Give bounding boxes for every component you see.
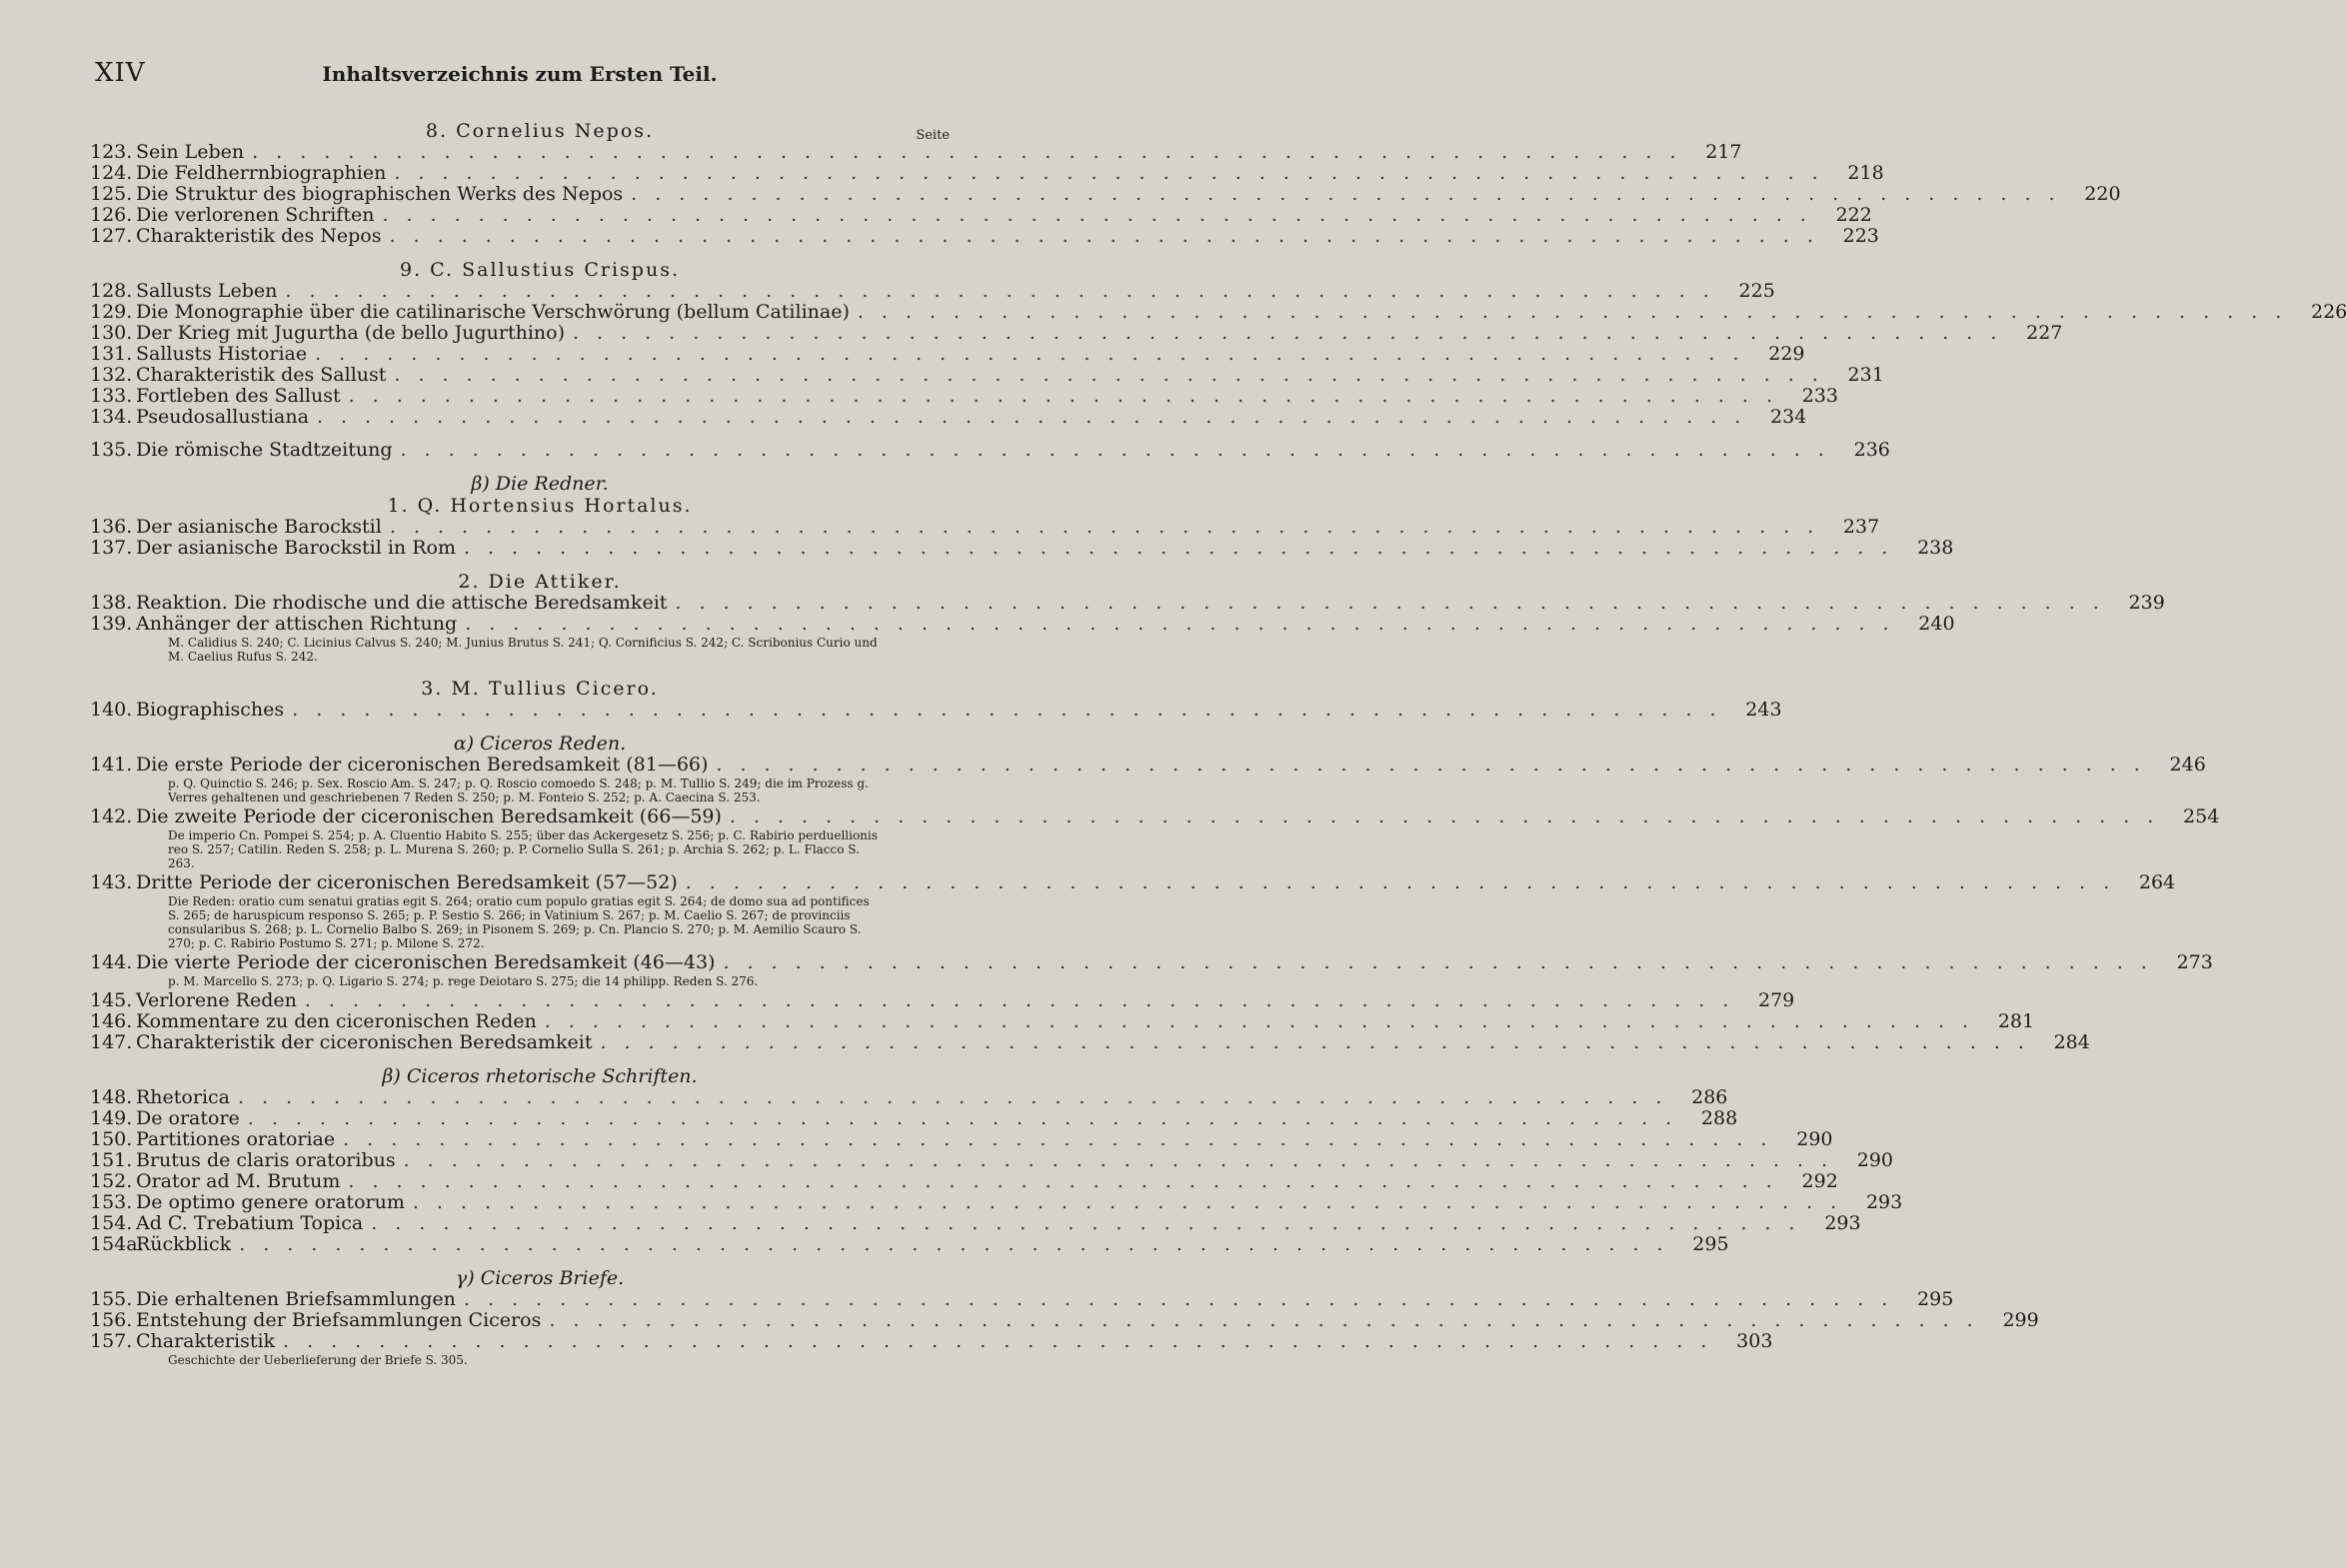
entry-number: 128. [90, 280, 133, 302]
entry-title: Entstehung der Briefsammlungen Ciceros [136, 1309, 542, 1331]
entry-page: 254 [2183, 805, 2220, 827]
entry-title: Pseudosallustiana [136, 406, 309, 428]
entry-page: 217 [1705, 141, 1742, 163]
entry-number: 131. [90, 343, 133, 365]
entry-subtext: M. Calidius S. 240; C. Licinius Calvus S. 240; M. Junius Brutus S. 241; Q. Cornificius S. 242; C. Scribonius Curio und M. Caelius Rufus S. 242. [168, 636, 878, 664]
entry-number: 147. [90, 1031, 133, 1053]
entry-title: Die vierte Periode der ciceronischen Beredsamkeit (46—43) [136, 951, 716, 973]
entry-number: 133. [90, 385, 133, 407]
toc-entry [90, 1233, 1729, 1255]
entry-title: Sallusts Leben [136, 280, 278, 302]
entry-number: 157. [90, 1330, 133, 1352]
dot-leader: ............................................................ [348, 385, 1790, 407]
entry-subtext: Die Reden: oratio cum senatui gratias egit S. 264; oratio cum populo gratias egit S. 264; de domo sua ad pontifices S. 265; de haruspicum responso S. 265; p. P. Sestio S. 266; in Vatinium S. 267; p. M. Caelio S. 267; de provinciis consularibus S. 268; p. L. Cornelio Balbo S. 269; in Pisonem S. 269; p. Cn. Plancio S. 270; p. M. Aemilio Scauro S. 270; p. C. Rabirio Postumo S. 271; p. Milone S. 272. [168, 894, 870, 950]
toc-entry [90, 1309, 2039, 1331]
entry-title: Anhänger der attischen Richtung [136, 613, 458, 635]
toc-entry [90, 1170, 1838, 1192]
toc-entry [90, 141, 1742, 163]
entry-page: 284 [2053, 1031, 2090, 1053]
entry-title: Brutus de claris oratoribus [136, 1149, 396, 1171]
entry-number: 126. [90, 204, 133, 226]
entry-number: 125. [90, 183, 133, 205]
toc-entry [90, 592, 2165, 614]
entry-number: 132. [90, 364, 133, 386]
toc-entry [90, 1086, 1728, 1108]
entry-number: 127. [90, 225, 133, 247]
dot-leader: ............................................................ [292, 699, 1734, 721]
entry-page: 295 [1917, 1288, 1954, 1310]
entry-number: 154. [90, 1212, 133, 1234]
dot-leader: ............................................................ [394, 364, 1836, 386]
entry-number: 148. [90, 1086, 133, 1108]
entry-title: Ad C. Trebatium Topica [136, 1212, 364, 1234]
dot-leader: ............................................................ [389, 225, 1831, 247]
entry-number: 138. [90, 592, 133, 614]
running-head [95, 58, 945, 94]
entry-page: 227 [2026, 322, 2063, 344]
toc-entry [90, 871, 2176, 893]
entry-number: 130. [90, 322, 133, 344]
dot-leader: ............................................................ [723, 951, 2165, 973]
entry-title: Die römische Stadtzeitung [136, 439, 393, 461]
entry-page: 238 [1917, 537, 1954, 559]
toc-entry [90, 280, 1775, 302]
entry-title: Kommentare zu den ciceronischen Reden [136, 1010, 537, 1032]
entry-page: 218 [1847, 162, 1884, 184]
section-heading: 2. Die Attiker. [458, 571, 622, 593]
entry-subtext: De imperio Cn. Pompei S. 254; p. A. Cluentio Habito S. 255; über das Ackergesetz S. 256; p. C. Rabirio perduellionis reo S. 257; Catilin. Reden S. 258; p. L. Murena S. 260; p. P. Cornelio Sulla S. 261; p. Archia S. 262; p. L. Flacco S. 263. [168, 828, 878, 870]
section-heading: 9. C. Sallustius Crispus. [400, 259, 680, 281]
dot-leader: ............................................................ [348, 1170, 1790, 1192]
entry-page: 293 [1824, 1212, 1861, 1234]
toc-entry [90, 1031, 2090, 1053]
entry-page: 231 [1847, 364, 1884, 386]
dot-leader: ............................................................ [371, 1212, 1813, 1234]
dot-leader: ............................................................ [389, 516, 1832, 538]
entry-page: 295 [1692, 1233, 1729, 1255]
entry-title: Charakteristik der ciceronischen Beredsamkeit [136, 1031, 593, 1053]
dot-leader: ............................................................ [316, 406, 1759, 428]
toc-entry [90, 1149, 1893, 1171]
entry-title: Der asianische Barockstil [136, 516, 382, 538]
entry-page: 292 [1801, 1170, 1838, 1192]
toc-entry [90, 1212, 1861, 1234]
entry-page: 286 [1691, 1086, 1728, 1108]
entry-page: 233 [1801, 385, 1838, 407]
entry-number: 124. [90, 162, 133, 184]
entry-number: 149. [90, 1107, 133, 1129]
entry-title: Der asianische Barockstil in Rom [136, 537, 456, 559]
toc-entry [90, 754, 2206, 776]
entry-number: 141. [90, 754, 133, 776]
entry-page: 303 [1736, 1330, 1773, 1352]
entry-title: Verlorene Reden [136, 989, 297, 1011]
dot-leader: ............................................................ [239, 1233, 1681, 1255]
entry-page: 236 [1853, 439, 1890, 461]
toc-entry [90, 1010, 2035, 1032]
dot-leader: ............................................................ [729, 805, 2172, 827]
entry-title: Sein Leben [136, 141, 245, 163]
dot-leader: ............................................................ [382, 204, 1824, 226]
entry-page: 239 [2128, 592, 2165, 614]
entry-page: 226 [2310, 301, 2347, 323]
entry-number: 135. [90, 439, 133, 461]
entry-title: Die Struktur des biographischen Werks des Nepos [136, 183, 624, 205]
entry-number: 129. [90, 301, 133, 323]
entry-number: 123. [90, 141, 133, 163]
toc-entry [90, 1107, 1738, 1129]
entry-page: 223 [1842, 225, 1879, 247]
dot-leader: ............................................................ [463, 1288, 1906, 1310]
toc-entry [90, 301, 2347, 323]
entry-number: 155. [90, 1288, 133, 1310]
entry-title: Reaktion. Die rhodische und die attische Beredsamkeit [136, 592, 668, 614]
entry-number: 153. [90, 1191, 133, 1213]
entry-title: Sallusts Historiae [136, 343, 308, 365]
dot-leader: ............................................................ [631, 183, 2073, 205]
dot-leader: ............................................................ [857, 301, 2300, 323]
dot-leader: ............................................................ [600, 1031, 2042, 1053]
entry-number: 137. [90, 537, 133, 559]
entry-title: Die erste Periode der ciceronischen Beredsamkeit (81—66) [136, 754, 709, 776]
entry-page: 246 [2169, 754, 2206, 776]
entry-number: 136. [90, 516, 133, 538]
dot-leader: ............................................................ [544, 1010, 1987, 1032]
toc-entry [90, 204, 1872, 226]
entry-page: 264 [2138, 871, 2176, 893]
entry-number: 140. [90, 699, 133, 721]
entry-number: 134. [90, 406, 133, 428]
entry-title: Fortleben des Sallust [136, 385, 341, 407]
section-subheading: α) Ciceros Reden. [453, 733, 627, 755]
toc-entry [90, 406, 1807, 428]
entry-title: Dritte Periode der ciceronischen Beredsamkeit (57—52) [136, 871, 678, 893]
dot-leader: ............................................................ [283, 1330, 1725, 1352]
entry-title: Die zweite Periode der ciceronischen Beredsamkeit (66—59) [136, 805, 722, 827]
toc-entry [90, 989, 1795, 1011]
toc-entry [90, 1288, 1954, 1310]
page-number: XIV [95, 58, 146, 88]
toc-entry [90, 225, 1879, 247]
dot-leader: ............................................................ [343, 1128, 1785, 1150]
entry-number: 142. [90, 805, 133, 827]
toc-entry [90, 1191, 1903, 1213]
entry-title: Biographisches [136, 699, 285, 721]
seite-label: Seite [916, 128, 950, 143]
section-subheading: β) Ciceros rhetorische Schriften. [382, 1065, 698, 1087]
entry-title: Die erhaltenen Briefsammlungen [136, 1288, 456, 1310]
table-of-contents [90, 120, 2347, 1369]
entry-page: 225 [1738, 280, 1775, 302]
entry-title: Charakteristik des Nepos [136, 225, 382, 247]
entry-page: 299 [2002, 1309, 2039, 1331]
entry-page: 240 [1918, 613, 1955, 635]
entry-subtext: Geschichte der Ueberlieferung der Briefe S. 305. [168, 1353, 468, 1367]
entry-page: 290 [1796, 1128, 1833, 1150]
toc-entry [90, 385, 1838, 407]
section-subheading: β) Die Redner. [471, 473, 609, 495]
entry-title: Charakteristik [136, 1330, 276, 1352]
section-heading: 3. M. Tullius Cicero. [421, 678, 659, 700]
toc-entry [90, 537, 1954, 559]
section-heading: 1. Q. Hortensius Hortalus. [387, 495, 693, 517]
toc-entry [90, 183, 2121, 205]
dot-leader: ............................................................ [675, 592, 2117, 614]
toc-entry [90, 951, 2213, 973]
dot-leader: ............................................................ [716, 754, 2158, 776]
entry-title: Die verlorenen Schriften [136, 204, 375, 226]
entry-title: Charakteristik des Sallust [136, 364, 387, 386]
entry-subtext: p. M. Marcello S. 273; p. Q. Ligario S. 274; p. rege Deiotaro S. 275; die 14 philipp. Reden S. 276. [168, 974, 759, 988]
entry-page: 293 [1865, 1191, 1903, 1213]
toc-entry [90, 699, 1782, 721]
entry-subtext: p. Q. Quinctio S. 246; p. Sex. Roscio Am. S. 247; p. Q. Roscio comoedo S. 248; p. M. Tullio S. 249; die im Prozess g. Verres gehaltenen und geschriebenen 7 Reden S. 250; p. M. Fonteio S. 252; p. A. Caecina S. 253. [168, 777, 869, 804]
entry-page: 237 [1842, 516, 1880, 538]
dot-leader: ............................................................ [685, 871, 2128, 893]
header-title: Inhaltsverzeichnis zum Ersten Teil. [322, 62, 718, 86]
entry-page: 288 [1700, 1107, 1738, 1129]
dot-leader: ............................................................ [463, 537, 1906, 559]
entry-number: 146. [90, 1010, 133, 1032]
toc-entry [90, 1128, 1833, 1150]
entry-number: 139. [90, 613, 133, 635]
toc-entry [90, 439, 1890, 461]
entry-title: Die Monographie über die catilinarische Verschwörung (bellum Catilinae) [136, 301, 850, 323]
dot-leader: ............................................................ [394, 162, 1836, 184]
dot-leader: ............................................................ [400, 439, 1842, 461]
entry-page: 222 [1835, 204, 1872, 226]
entry-page: 281 [1997, 1010, 2035, 1032]
entry-number: 154a. [90, 1233, 144, 1255]
toc-entry [90, 613, 1955, 635]
entry-title: De oratore [136, 1107, 240, 1129]
toc-entry [90, 805, 2220, 827]
section-heading: 8. Cornelius Nepos. [425, 120, 655, 142]
entry-title: De optimo genere oratorum [136, 1191, 405, 1213]
toc-entry [90, 162, 1884, 184]
entry-page: 279 [1757, 989, 1795, 1011]
entry-number: 150. [90, 1128, 133, 1150]
entry-title: Orator ad M. Brutum [136, 1170, 341, 1192]
toc-entry [90, 1330, 1773, 1352]
entry-number: 151. [90, 1149, 133, 1171]
entry-page: 290 [1856, 1149, 1893, 1171]
dot-leader: ............................................................ [403, 1149, 1845, 1171]
toc-entry [90, 364, 1884, 386]
entry-title: Rhetorica [136, 1086, 230, 1108]
entry-page: 243 [1745, 699, 1782, 721]
toc-entry [90, 516, 1880, 538]
entry-number: 156. [90, 1309, 133, 1331]
entry-title: Partitiones oratoriae [136, 1128, 336, 1150]
dot-leader: ............................................................ [315, 343, 1757, 365]
dot-leader: ............................................................ [465, 613, 1907, 635]
dot-leader: ............................................................ [252, 141, 1694, 163]
dot-leader: ............................................................ [549, 1309, 1991, 1331]
entry-page: 273 [2176, 951, 2213, 973]
dot-leader: ............................................................ [247, 1107, 1690, 1129]
dot-leader: ............................................................ [412, 1191, 1855, 1213]
entry-number: 145. [90, 989, 133, 1011]
dot-leader: ............................................................ [285, 280, 1727, 302]
dot-leader: ............................................................ [238, 1086, 1680, 1108]
entry-page: 220 [2084, 183, 2121, 205]
entry-title: Die Feldherrnbiographien [136, 162, 387, 184]
entry-page: 229 [1768, 343, 1805, 365]
entry-number: 144. [90, 951, 133, 973]
dot-leader: ............................................................ [304, 989, 1747, 1011]
entry-number: 143. [90, 871, 133, 893]
entry-title: Rückblick [136, 1233, 232, 1255]
entry-number: 152. [90, 1170, 133, 1192]
entry-page: 234 [1770, 406, 1807, 428]
toc-entry [90, 322, 2063, 344]
toc-entry [90, 343, 1805, 365]
section-subheading: γ) Ciceros Briefe. [455, 1267, 625, 1289]
entry-title: Der Krieg mit Jugurtha (de bello Jugurthino) [136, 322, 566, 344]
dot-leader: ............................................................ [573, 322, 2015, 344]
